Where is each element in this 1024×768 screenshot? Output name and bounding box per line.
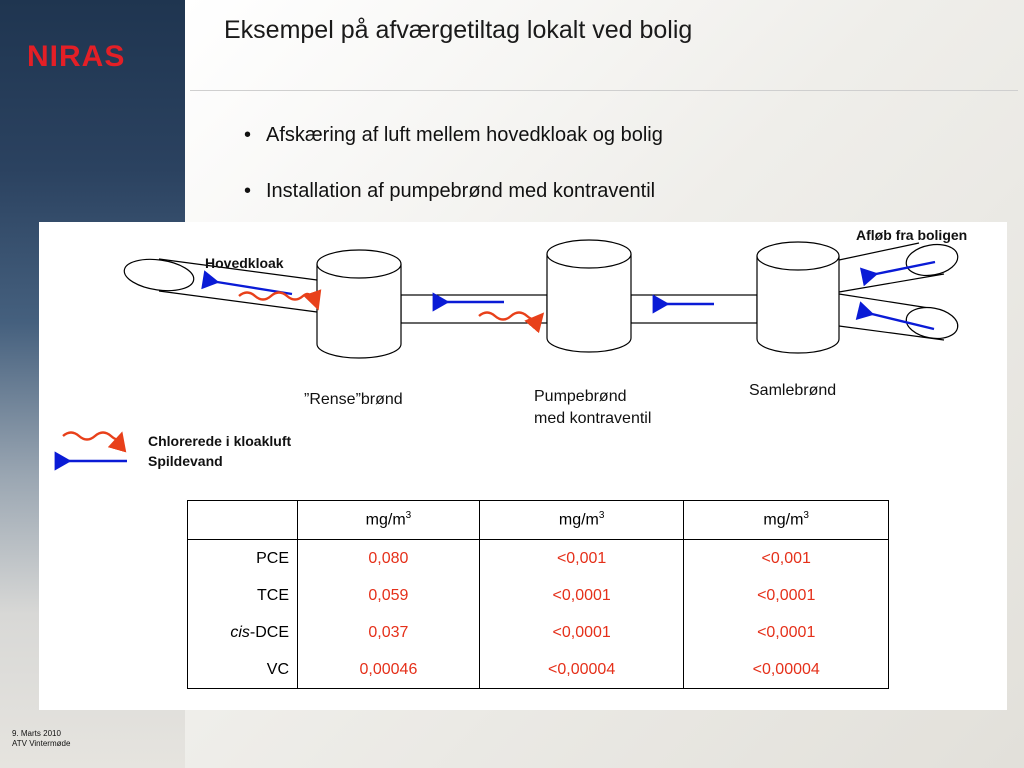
table-cell: 0,00046 [298,651,480,689]
label-pump-well: Pumpebrønd [534,388,627,405]
footer-event: ATV Vintermøde [12,739,71,748]
rense-well [317,250,401,358]
niras-logo [10,8,175,88]
table-cell: 0,059 [298,577,480,614]
row-label: VC [188,651,298,689]
wavy-arrow-icon [63,433,121,440]
legend-water-label: Spildevand [148,453,223,469]
slide-title: Eksempel på afværgetiltag lokalt ved bolig [224,16,693,44]
pump-well [547,240,631,352]
table-row [188,577,889,614]
svg-text:NIRAS: NIRAS [27,40,126,73]
table-cell: <0,0001 [684,614,889,651]
bullet-list [244,124,663,236]
bullet-item: • Afskæring af luft mellem hovedkloak og bolig [244,124,663,180]
concentration-table [187,500,889,689]
row-label: TCE [188,577,298,614]
label-afloeb: Afløb fra boligen [856,227,968,243]
table-cell: <0,0001 [479,614,684,651]
table-header-cell: $mg/m^3$ [298,501,480,540]
table-row [188,540,889,578]
table-cell: <0,00004 [684,651,889,689]
table-cell: <0,00004 [479,651,684,689]
table-header-cell: $mg/m^3$ [479,501,684,540]
table-cell: 0,080 [298,540,480,578]
diagram-panel [39,222,1007,710]
collector-well [757,242,839,353]
table-header-row [188,501,889,540]
table-cell: <0,0001 [479,577,684,614]
bullet-item: • Installation af pumpebrønd med kontraventil [244,180,663,236]
table-header-cell: $mg/m^3$ [684,501,889,540]
label-hovedkloak: Hovedkloak [205,255,284,271]
label-collector-well: Samlebrønd [749,382,837,399]
table-row [188,651,889,689]
table-cell: <0,0001 [684,577,889,614]
table-cell: 0,037 [298,614,480,651]
table-row [188,614,889,651]
table-cell: <0,001 [684,540,889,578]
row-label: PCE [188,540,298,578]
house-drain-pipes [839,241,960,343]
label-pump-well-sub: med kontraventil [534,410,652,427]
label-rense-well: ”Rense”brønd [304,391,403,408]
legend-air-label: Chlorerede i kloakluft [148,433,292,449]
table-cell: <0,001 [479,540,684,578]
table-header-cell [188,501,298,540]
row-label: cis-DCE [188,614,298,651]
footer-date: 9. Marts 2010 [12,729,61,738]
footer-info [12,729,70,749]
title-divider [190,90,1018,91]
